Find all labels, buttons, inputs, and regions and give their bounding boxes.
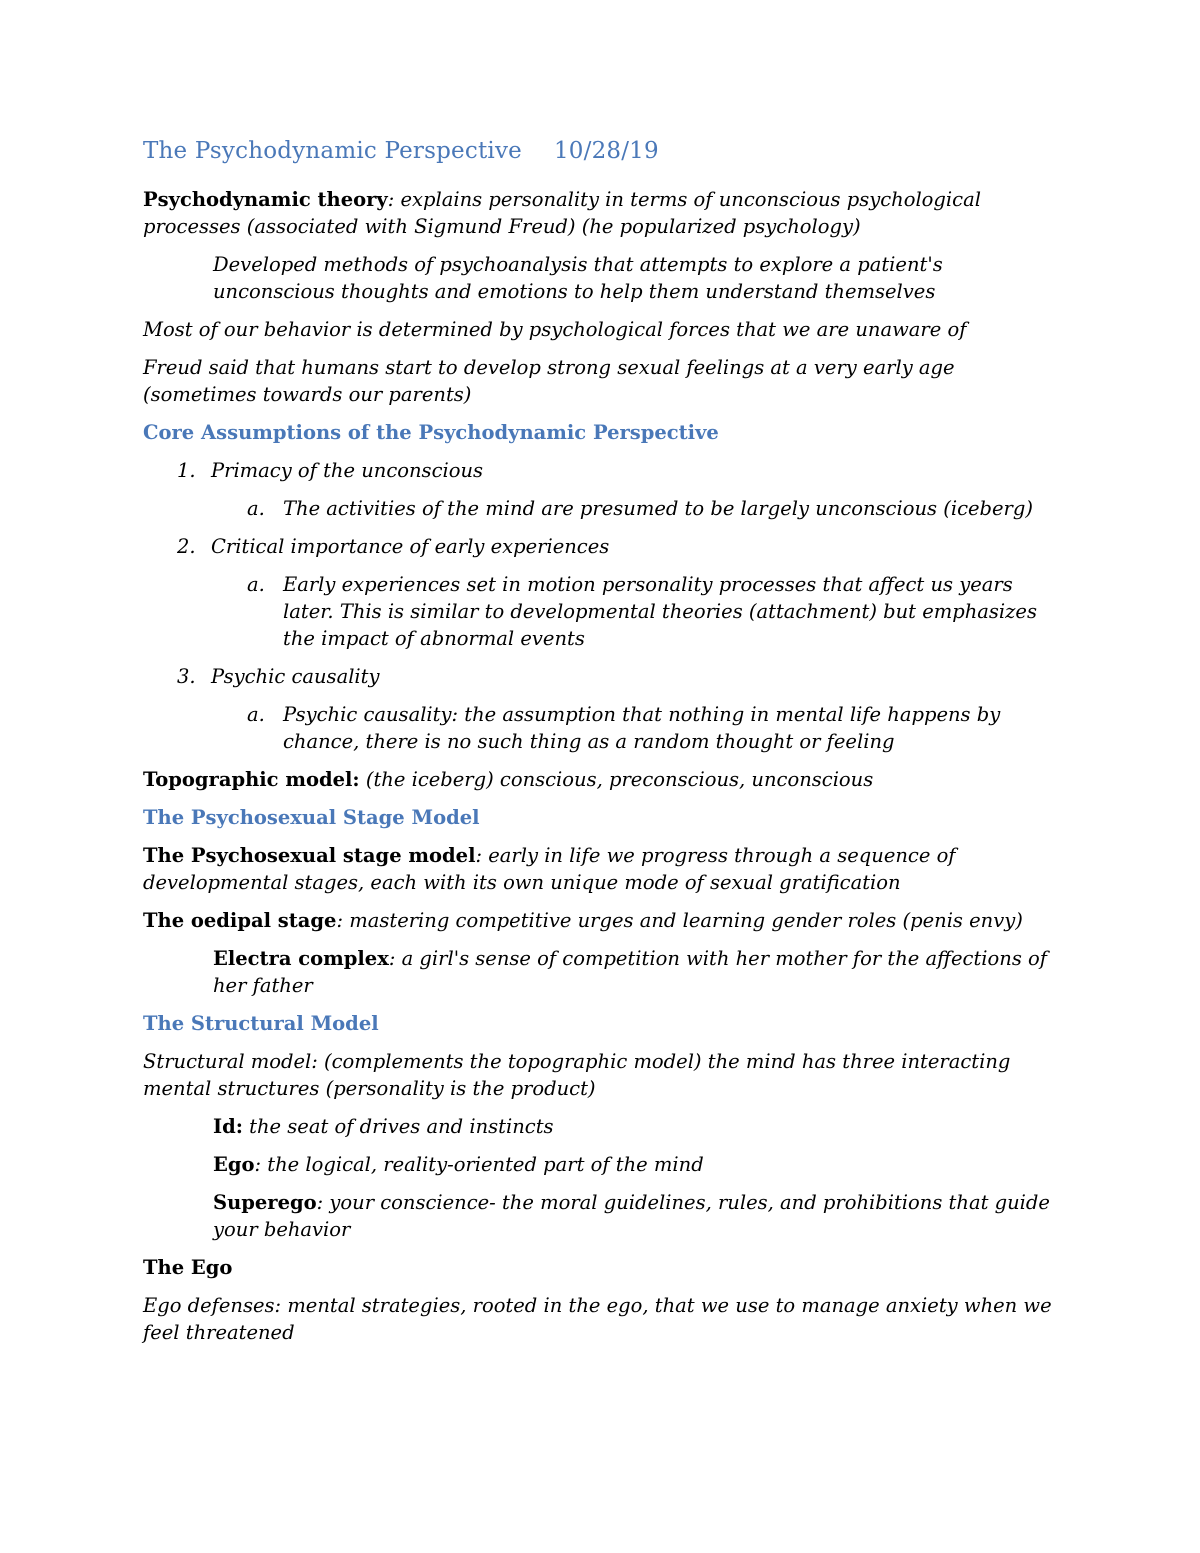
sub-list-item-text: Early experiences set in motion personality processes that affect us years later. This is similar to developmental theories (attachment) but emphasizes the impact of abnormal events xyxy=(283,573,1037,650)
list-marker: 3. xyxy=(177,665,196,688)
definition-text: : explains personality in terms of unconscious psychological processes (associated with Sigmund Freud) (he popularized psychology) xyxy=(143,188,981,238)
definition-text: : mastering competitive urges and learning gender roles (penis envy) xyxy=(336,909,1023,932)
sub-list-marker: a. xyxy=(247,703,265,726)
list-marker: 2. xyxy=(177,535,196,558)
title-date: 10/28/19 xyxy=(553,138,659,164)
definition-text: the seat of drives and instincts xyxy=(242,1115,554,1138)
document-page xyxy=(143,138,1063,1357)
definition-text: : your conscience- the moral guidelines, rules, and prohibitions that guide your behavior xyxy=(213,1191,1050,1241)
term-oedipal-stage: The oedipal stage xyxy=(143,909,337,932)
id-definition xyxy=(213,1113,1063,1140)
sub-list-item xyxy=(143,495,1063,522)
behavior-text: Most of our behavior is determined by psychological forces that we are unaware of xyxy=(143,318,967,341)
sub-list-item xyxy=(143,571,1063,652)
term-ego: Ego xyxy=(213,1153,255,1176)
term-superego: Superego xyxy=(213,1191,317,1214)
term-id: Id: xyxy=(213,1115,243,1138)
page-title xyxy=(143,138,1063,164)
ego-defenses-text: Ego defenses: mental strategies, rooted in the ego, that we use to manage anxiety when we feel threatened xyxy=(143,1294,1052,1344)
definition-text: : early in life we progress through a sequence of developmental stages, each with its own unique mode of sexual gratification xyxy=(143,844,956,894)
sub-list-item-text: The activities of the mind are presumed to be largely unconscious (iceberg) xyxy=(283,497,1033,520)
psychoanalysis-text: Developed methods of psychoanalysis that attempts to explore a patient's unconscious thoughts and emotions to help them understand themselves xyxy=(213,253,943,303)
list-item xyxy=(143,457,1063,484)
sub-list-item xyxy=(143,701,1063,755)
term-electra-complex: Electra complex xyxy=(213,947,389,970)
freud-note xyxy=(143,354,1063,408)
ego-definition xyxy=(213,1151,1063,1178)
list-item-text: Critical importance of early experiences xyxy=(211,535,610,558)
definition-text: : a girl's sense of competition with her mother for the affections of her father xyxy=(213,947,1047,997)
sub-list-item-text: Psychic causality: the assumption that nothing in mental life happens by chance, there is no such thing as a random thought or feeling xyxy=(283,703,1001,753)
definition-text: (the iceberg) conscious, preconscious, unconscious xyxy=(359,768,874,791)
superego-definition xyxy=(213,1189,1063,1243)
psychosexual-heading: The Psychosexual Stage Model xyxy=(143,806,480,829)
sub-list-marker: a. xyxy=(247,573,265,596)
ego-heading: The Ego xyxy=(143,1256,233,1279)
psychosexual-definition xyxy=(143,842,1063,896)
electra-definition xyxy=(213,945,1063,999)
freud-text: Freud said that humans start to develop strong sexual feelings at a very early age (sometimes towards our parents) xyxy=(143,356,955,406)
definition-text: : the logical, reality-oriented part of the mind xyxy=(254,1153,704,1176)
sub-list-marker: a. xyxy=(247,497,265,520)
list-item-text: Psychic causality xyxy=(211,665,380,688)
core-assumptions-heading: Core Assumptions of the Psychodynamic Perspective xyxy=(143,421,719,444)
title-text: The Psychodynamic Perspective xyxy=(143,138,522,164)
structural-heading: The Structural Model xyxy=(143,1012,379,1035)
term-topographic-model: Topographic model: xyxy=(143,768,360,791)
list-marker: 1. xyxy=(177,459,196,482)
term-psychodynamic-theory: Psychodynamic theory xyxy=(143,188,388,211)
list-item xyxy=(143,533,1063,560)
psychoanalysis-note xyxy=(213,251,1063,305)
list-item xyxy=(143,663,1063,690)
list-item-text: Primacy of the unconscious xyxy=(211,459,484,482)
psychodynamic-theory-definition xyxy=(143,186,1063,240)
structural-intro-text: Structural model: (complements the topographic model) the mind has three interacting mental structures (personality is the product) xyxy=(143,1050,1011,1100)
ego-defenses-note xyxy=(143,1292,1063,1346)
term-psychosexual-stage-model: The Psychosexual stage model xyxy=(143,844,476,867)
topographic-model-definition xyxy=(143,766,1063,793)
oedipal-definition xyxy=(143,907,1063,934)
behavior-note xyxy=(143,316,1063,343)
structural-intro xyxy=(143,1048,1063,1102)
